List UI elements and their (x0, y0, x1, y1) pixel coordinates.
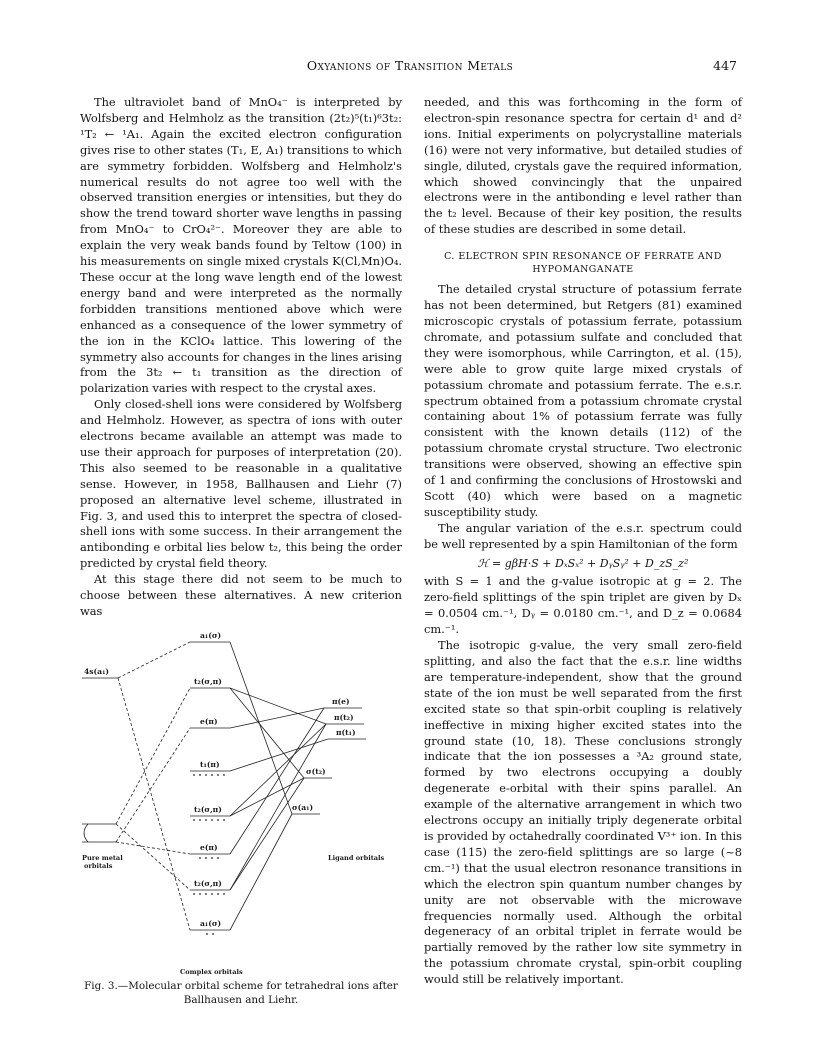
paragraph-zero-field: with S = 1 and the g-value isotropic at g = 2. The zero-field splittings of the spin triplet are given by Dₓ = 0.0504 cm.⁻¹, Dᵧ = 0.0180 cm.⁻¹, and D_z = 0.0684 cm.⁻¹. (424, 574, 742, 637)
paragraph-angular-variation: The angular variation of the e.s.r. spectrum could be well represented by a spin Hamiltonian of the form (424, 520, 742, 551)
paragraph-continuation: needed, and this was forthcoming in the form of electron-spin resonance spectra for certain d¹ and d² ions. Initial experiments on polycrystalline materials (16) were not very informative, but detailed studies of single, diluted, crystals gave the required information, which showed convincingly that the unpaired electrons were in the antibonding e level rather than the t₂ level. Because of their key position, the results of these studies are described in some detail. (424, 95, 742, 237)
label-t2-top: t₂(σ,π) (194, 677, 222, 686)
label-pi-e: π(e) (332, 697, 350, 706)
ligand-correlation-lines (230, 642, 328, 930)
label-t2-mid: t₂(σ,π) (194, 805, 222, 814)
spin-hamiltonian-equation: ℋ = gβH·S + DₓSₓ² + DᵧSᵧ² + D_zS_z² (477, 556, 689, 570)
label-t2-low: t₂(σ,π) (194, 879, 222, 888)
label-e-top: e(π) (200, 717, 218, 726)
paragraph-alternatives: At this stage there did not seem to be much to choose between these alternatives. A new criterion was (80, 572, 402, 618)
label-t1: t₁(π) (200, 760, 220, 769)
label-complex-orbitals: Complex orbitals (180, 968, 243, 976)
label-pi-t2: π(t₂) (334, 713, 354, 722)
paragraph-isotropic-g: The isotropic g-value, the very small zero-field splitting, and also the fact that the e.s.r. line widths are temperature-independent, show that the ground state of the ion must be well separated from the first excited state so that spin-orbit coupling is relatively ineffective in mixing higher excited states into the ground state (10, 18). These conclusions strongly indicate that the ion possesses a ³A₂ ground state, formed by two electrons occupying a doubly degenerate e-orbital with their spins parallel. An example of the alternative arrangement in which two electrons occupy an initially triply degenerate orbital is provided by octahedrally coordinated V³⁺ ion. In this case (115) the zero-field splittings are so large (~8 cm.⁻¹) that the usual electron resonance transitions in which the electron spin quantum number changes by unity are not observable with the microwave frequencies normally used. Although the orbital degeneracy of an orbital triplet in ferrate would be partially removed by the rather low site symmetry in the potassium chromate crystal, spin-orbit coupling would still be relatively important. (424, 638, 742, 987)
paragraph-ultraviolet-band: The ultraviolet band of MnO₄⁻ is interpreted by Wolfsberg and Helmholz as the transition (2t₂)⁵(t₁)⁶3t₂: ¹T₂ ← ¹A₁. Again the excited electron configuration gives rise to other states (T₁, E, A₁) transitions to which are symmetry forbidden. Wolfsberg and Helmholz's numerical results do not agree too well with the observed transition energies or intensities, but they do show the trend toward shorter wave lengths in passing from MnO₄⁻ to CrO₄²⁻. Moreover they are able to explain the very weak bands found by Teltow (100) in his measurements on single mixed crystals K(Cl,Mn)O₄. These occur at the long wave length end of the lowest energy band and were interpreted as the normally forbidden transitions mentioned above which were enhanced as a consequence of the lower symmetry of the ion in the KClO₄ lattice. This lowering of the symmetry also accounts for changes in the lines arising from the 3t₂ ← t₁ transition as the direction of polarization varies with respect to the crystal axes. (80, 95, 403, 396)
running-title: Oxyanions of Transition Metals (306, 58, 514, 73)
mo-diagram (80, 628, 402, 978)
section-heading: C. ELECTRON SPIN RESONANCE OF FERRATE AND HYPOMANGANATE (444, 251, 722, 276)
left-column (80, 95, 402, 620)
metal-correlation-lines (116, 642, 190, 930)
label-ligand-orbitals: Ligand orbitals (328, 854, 385, 862)
mo-diagram-figure (80, 628, 402, 978)
label-metal-orbitals: orbitals (84, 862, 113, 870)
page-number: 447 (713, 58, 737, 73)
figure-caption: Fig. 3.—Molecular orbital scheme for tetrahedral ions after Ballhausen and Liehr. (84, 980, 398, 1006)
label-sigma-a1: σ(a₁) (292, 803, 314, 812)
label-a1-low: a₁(σ) (200, 919, 222, 928)
right-column (424, 95, 742, 988)
electron-occupancy-dots (193, 774, 225, 935)
label-a1-top: a₁(σ) (200, 631, 222, 640)
paragraph-closed-shell: Only closed-shell ions were considered by Wolfsberg and Helmholz. However, as spectra of ions with outer electrons became available an attempt was made to use their approach for purposes of interpretation (20). This also seemed to be reasonable in a qualitative sense. However, in 1958, Ballhausen and Liehr (7) proposed an alternative level scheme, illustrated in Fig. 3, and used this to interpret the spectra of closed-shell ions with some success. In their arrangement the antibonding e orbital lies below t₂, this being the order predicted by crystal field theory. (80, 397, 402, 571)
label-metal-4s: 4s(a₁) (84, 667, 109, 676)
label-pure-metal: Pure metal (82, 854, 123, 862)
label-pi-t1: π(t₁) (336, 728, 356, 737)
label-e-low: e(π) (200, 843, 218, 852)
metal-d-bracket (84, 824, 88, 842)
label-sigma-t2: σ(t₂) (306, 767, 326, 776)
paragraph-ferrate-structure: The detailed crystal structure of potassium ferrate has not been determined, but Retgers (81) examined microscopic crystals of potassium ferrate, potassium chromate, and potassium sulfate and concluded that they were isomorphous, while Carrington, et al. (15), were able to grow quite large mixed crystals of potassium chromate and potassium ferrate. The e.s.r. spectrum obtained from a potassium chromate crystal containing about 1% of potassium ferrate was fully consistent with the known details (112) of the potassium chromate crystal structure. Two electronic transitions were observed, showing an effective spin of 1 and confirming the conclusions of Hrostowski and Scott (40) which were based on a magnetic susceptibility study. (424, 282, 742, 519)
